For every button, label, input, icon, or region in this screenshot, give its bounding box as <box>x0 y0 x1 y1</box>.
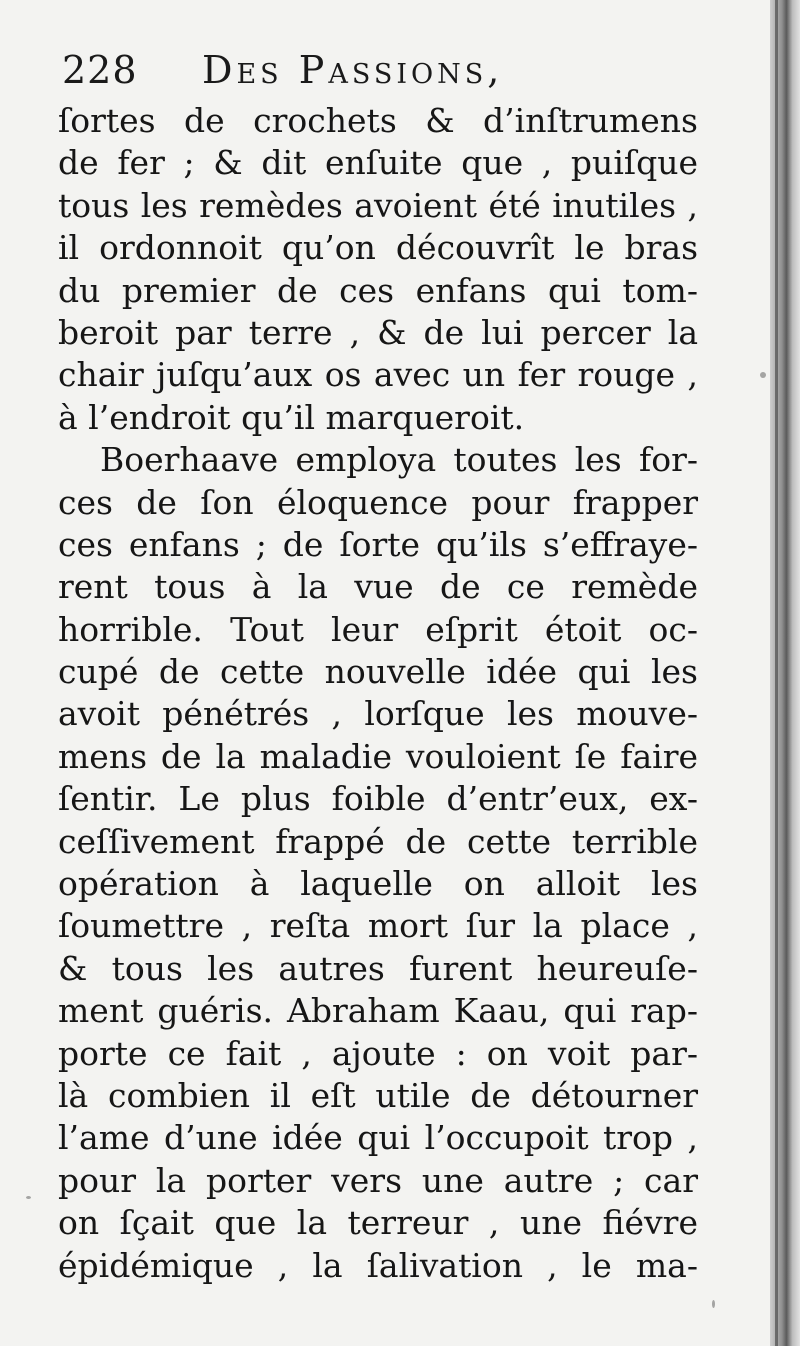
text-line: rent tous à la vue de ce remède <box>58 567 698 607</box>
text-line: on ſçait que la terreur , une fiévre <box>58 1203 698 1243</box>
text-line: ſortes de crochets & d’inſtrumens <box>58 101 698 140</box>
text-line: ſoumettre , reſta mort ſur la place , <box>58 906 698 946</box>
text-line: beroit par terre , & de lui percer la <box>58 312 698 352</box>
text-line: horrible. Tout leur eſprit étoit oc- <box>58 609 698 649</box>
running-head <box>62 48 662 100</box>
text-line: épidémique , la ſalivation , le ma- <box>58 1245 698 1285</box>
text-line: mens de la maladie vouloient ſe faire <box>58 736 698 776</box>
text-line: opération à laquelle on alloit les <box>58 864 698 904</box>
paper-speck <box>712 1300 715 1308</box>
text-line: à l’endroit qu’il marqueroit. <box>58 397 525 437</box>
running-title: Des Passions, <box>202 48 504 92</box>
text-line: il ordonnoit qu’on découvrît le bras <box>58 228 698 268</box>
text-line: chair juſqu’aux os avec un fer rouge , <box>58 355 698 395</box>
text-line: ceſſivement frappé de cette terrible <box>58 821 698 861</box>
gutter-shadow <box>775 0 778 1346</box>
text-line: porte ce fait , ajoute : on voit par- <box>58 1033 698 1073</box>
paper-speck <box>760 372 766 378</box>
text-line: avoit pénétrés , lorſque les mouve- <box>58 694 698 734</box>
text-line: de fer ; & dit enſuite que , puiſque <box>58 143 698 183</box>
paper-speck <box>26 1196 31 1199</box>
text-line: cupé de cette nouvelle idée qui les <box>58 652 698 692</box>
page-gutter <box>770 0 800 1346</box>
body-text <box>58 100 698 1287</box>
text-line: Boerhaave employa toutes les for- <box>100 440 698 480</box>
text-line: ment guéris. Abraham Kaau, qui rap- <box>58 991 698 1031</box>
text-line: là combien il eſt utile de détourner <box>58 1075 698 1115</box>
text-line: tous les remèdes avoient été inutiles , <box>58 185 698 225</box>
text-line: l’ame d’une idée qui l’occupoit trop , <box>58 1118 698 1158</box>
text-line: ſentir. Le plus foible d’entr’eux, ex- <box>58 779 698 819</box>
text-line: & tous les autres furent heureuſe- <box>58 948 698 988</box>
text-line: ces enfans ; de ſorte qu’ils s’effraye- <box>58 524 698 564</box>
page-number: 228 <box>62 48 138 92</box>
text-line: du premier de ces enfans qui tom- <box>58 270 698 310</box>
text-line: ces de ſon éloquence pour frapper <box>58 482 698 522</box>
text-line: pour la porter vers une autre ; car <box>58 1160 698 1200</box>
